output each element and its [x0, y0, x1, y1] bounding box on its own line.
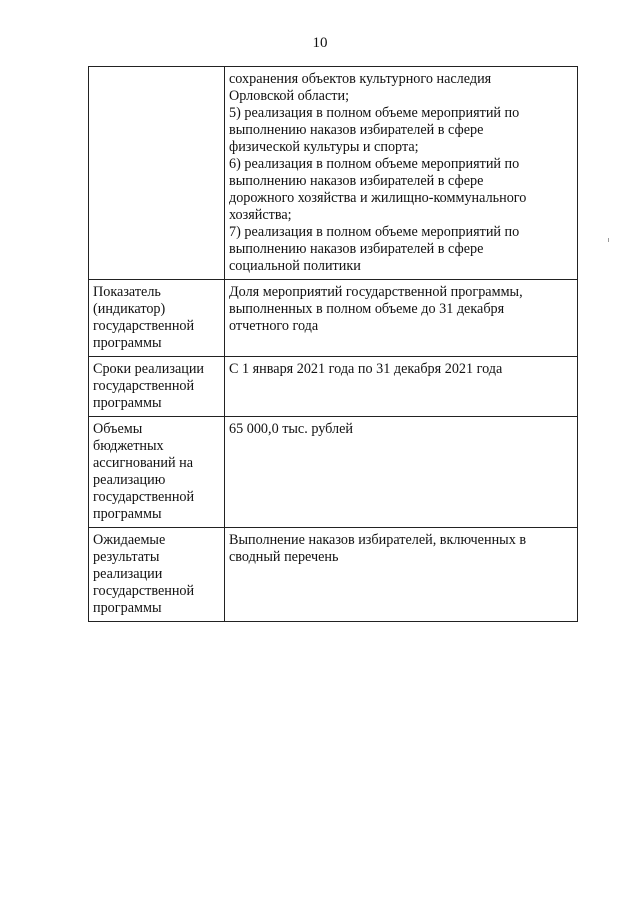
row-value-cell	[225, 357, 578, 417]
row-value	[229, 421, 574, 438]
table-body	[89, 67, 578, 622]
row-value-cell	[225, 67, 578, 280]
row-label-line: программы	[93, 395, 162, 411]
row-value-line: выполнению наказов избирателей в сфере	[229, 173, 484, 189]
row-value-line: социальной политики	[229, 258, 361, 274]
row-value-cell	[225, 417, 578, 528]
row-value-line: Выполнение наказов избирателей, включенных в	[229, 532, 527, 548]
row-value-line: 6) реализация в полном объеме мероприятий по	[229, 156, 520, 172]
row-label-line: (индикатор)	[93, 301, 166, 317]
row-label-line: Ожидаемые	[93, 532, 166, 548]
page-number: 10	[312, 35, 328, 51]
row-value	[229, 71, 574, 275]
row-label-line: ассигнований на	[93, 455, 194, 471]
table-row	[89, 357, 578, 417]
row-label-line: Сроки реализации	[93, 361, 205, 377]
row-label-cell	[89, 67, 225, 280]
row-value-line: 65 000,0 тыс. рублей	[229, 421, 353, 437]
row-label-cell	[89, 417, 225, 528]
row-label	[93, 361, 221, 412]
row-value-line: Орловской области;	[229, 88, 350, 104]
row-label-line: реализации	[93, 566, 163, 582]
row-label-line: государственной	[93, 318, 195, 334]
row-value-line: Доля мероприятий государственной программы,	[229, 284, 523, 300]
row-value-line: хозяйства;	[229, 207, 292, 223]
row-value	[229, 532, 574, 566]
row-value-line: 5) реализация в полном объеме мероприятий по	[229, 105, 520, 121]
row-value-line: 7) реализация в полном объеме мероприятий по	[229, 224, 520, 240]
row-value-cell	[225, 528, 578, 622]
scan-mark	[608, 238, 609, 242]
table-row	[89, 280, 578, 357]
row-value-line: С 1 января 2021 года по 31 декабря 2021 года	[229, 361, 503, 377]
row-value-cell	[225, 280, 578, 357]
row-label-line: Объемы	[93, 421, 143, 437]
row-label-line: бюджетных	[93, 438, 164, 454]
row-label-line: реализацию	[93, 472, 166, 488]
row-label-line: программы	[93, 335, 162, 351]
row-value-line: выполнению наказов избирателей в сфере	[229, 241, 484, 257]
row-label-line: государственной	[93, 583, 195, 599]
row-label-line: программы	[93, 506, 162, 522]
row-label-cell	[89, 528, 225, 622]
table-row	[89, 528, 578, 622]
row-label-line: Показатель	[93, 284, 161, 300]
row-value-line: отчетного года	[229, 318, 319, 334]
row-value-line: физической культуры и спорта;	[229, 139, 419, 155]
row-value-line: дорожного хозяйства и жилищно-коммунального	[229, 190, 527, 206]
row-label-cell	[89, 280, 225, 357]
row-label	[93, 532, 221, 617]
row-value	[229, 361, 574, 378]
row-value-line: сводный перечень	[229, 549, 339, 565]
table-row	[89, 67, 578, 280]
table-row	[89, 417, 578, 528]
row-value-line: выполнению наказов избирателей в сфере	[229, 122, 484, 138]
row-value	[229, 284, 574, 335]
program-passport-table	[88, 66, 578, 622]
row-label-line: государственной	[93, 489, 195, 505]
row-label	[93, 284, 221, 352]
row-value-line: выполненных в полном объеме до 31 декабря	[229, 301, 505, 317]
row-label-line: результаты	[93, 549, 160, 565]
row-label-line: программы	[93, 600, 162, 616]
row-label	[93, 421, 221, 523]
row-label-cell	[89, 357, 225, 417]
row-value-line: сохранения объектов культурного наследия	[229, 71, 492, 87]
row-label-line: государственной	[93, 378, 195, 394]
